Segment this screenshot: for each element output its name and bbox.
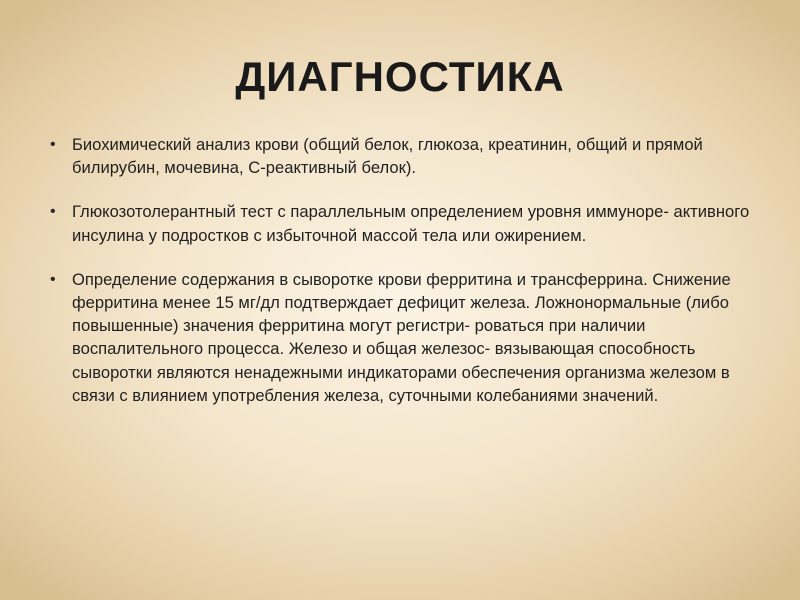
bullet-item-ferritin <box>50 268 760 407</box>
bullet-item-blood-test <box>50 133 760 179</box>
bullet-text: Определение содержания в сыворотке крови ферритина и трансферрина. Снижение ферритина менее 15 мг/дл подтверждает дефицит железа. Ложнонормальные (либо повышенные) значения ферритина могут регистри- роваться при наличии воспалительного процесса. Железо и общая железос- вязывающая способность сыворотки являются ненадежными индикаторами обеспечения организма железом в связи с влиянием употребления железа, суточными колебаниями значений. <box>72 269 731 405</box>
bullet-marker: • <box>50 136 56 153</box>
bullet-marker: • <box>50 270 56 288</box>
bullet-list <box>50 133 760 428</box>
bullet-text: Глюкозотолерантный тест с параллельным определением уровня иммуноре- активного инсулина у подростков с избыточной массой тела или ожирением. <box>72 202 750 245</box>
bullet-item-glucose-test <box>50 200 760 246</box>
slide-title: ДИАГНОСТИКА <box>235 53 565 100</box>
bullet-marker: • <box>50 203 56 221</box>
bullet-text: Биохимический анализ крови (общий белок, глюкоза, креатинин, общий и прямой билирубин, мочевина, С-реактивный белок). <box>72 135 703 178</box>
